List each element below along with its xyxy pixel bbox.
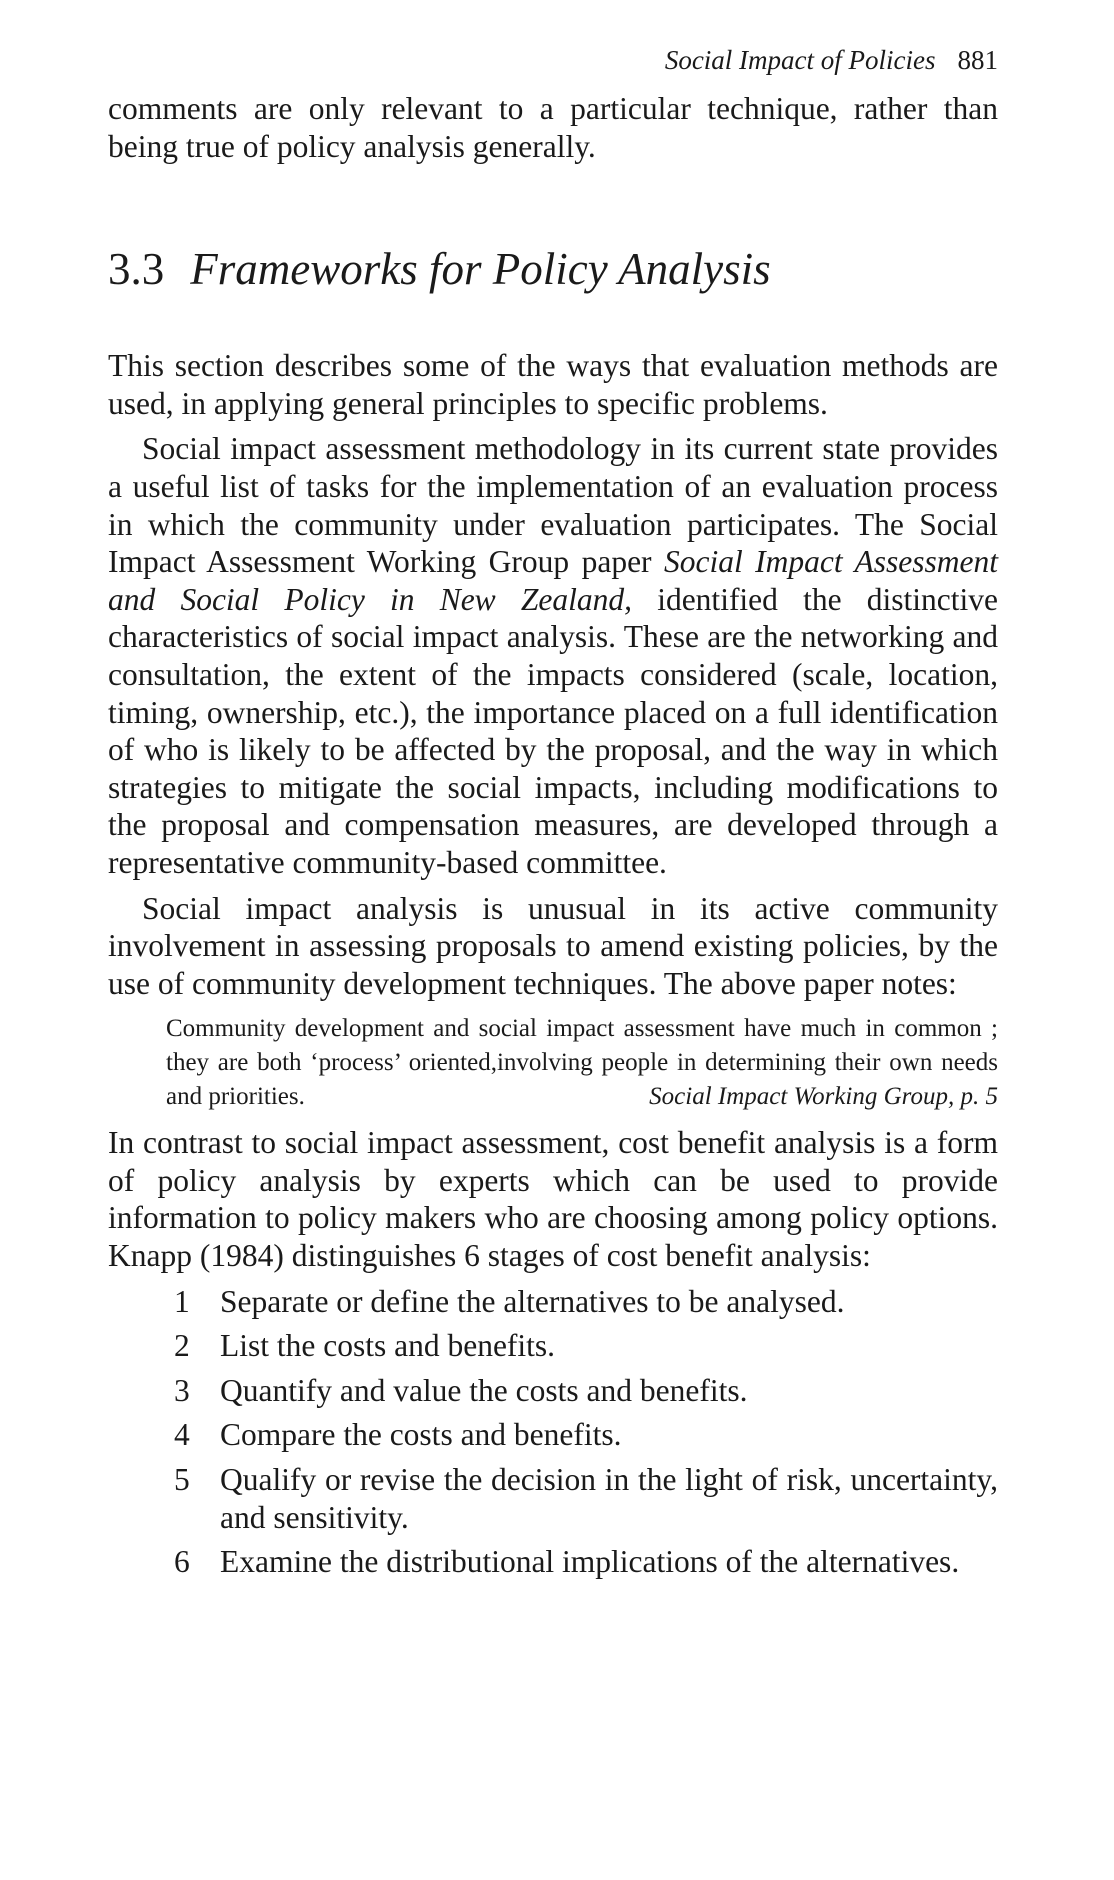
list-item (108, 1416, 998, 1454)
quote-text: Community development and social impact assessment have much in common ; they are both ‘process’ oriented,involving people in determining their own needs and priorities. (166, 1015, 998, 1111)
list-item (108, 1283, 998, 1321)
list-item (108, 1543, 998, 1581)
list-item-number: 5 (174, 1462, 190, 1498)
list-item-number: 1 (174, 1283, 190, 1319)
list-item-text: List the costs and benefits. (220, 1328, 556, 1364)
list-item-text: Compare the costs and benefits. (220, 1417, 622, 1453)
continued-paragraph: comments are only relevant to a particular technique, rather than being true of policy analysis generally. (108, 91, 998, 164)
paragraph-cost-benefit: In contrast to social impact assessment, cost benefit analysis is a form of policy analysis by experts which can be used to provide information to policy makers who are choosing among policy options. Knapp (1984) distinguishes 6 stages of cost benefit analysis: (108, 1125, 998, 1274)
list-item-number: 4 (174, 1417, 190, 1453)
list-item (108, 1461, 998, 1536)
list-item-number: 3 (174, 1372, 190, 1408)
list-item-text: Qualify or revise the decision in the light of risk, uncertainty, and sensitivity. (220, 1462, 998, 1535)
list-item (108, 1327, 998, 1365)
running-head (108, 40, 998, 80)
quote-source: Social Impact Working Group, p. 5 (649, 1083, 998, 1111)
page-number: 881 (957, 45, 998, 75)
list-item-number: 6 (174, 1544, 190, 1580)
paragraph-sia-methodology (108, 430, 998, 881)
running-head-title: Social Impact of Policies (664, 45, 936, 75)
stages-list (108, 1283, 998, 1581)
section-number: 3.3 (108, 244, 165, 295)
list-item (108, 1372, 998, 1410)
book-page (108, 40, 998, 1588)
list-item-text: Quantify and value the costs and benefits. (220, 1372, 748, 1408)
section-heading (108, 243, 998, 295)
paragraph-text: identified the distinctive characteristics of social impact analysis. These are the networking and consultation, the extent of the impacts considered (scale, location, timing, ownership, etc.), the importance placed on a full identification of who is likely to be affected by the proposal, and the way in which strategies to mitigate the social impacts, including modifications to the proposal and compensation measures, are developed through a representative community-based committee. (108, 581, 998, 880)
paragraph-text: Social impact assessment methodology in its current state provides a useful list of tasks for the implementation of an evaluation process in which the community under evaluation participates. The Social Impact Assessment Working Group paper (108, 431, 998, 580)
paper-title: Social Impact Assessment and Social Policy in New Zealand, (108, 544, 999, 617)
paragraph-section-intro: This section describes some of the ways that evaluation methods are used, in applying general principles to specific problems. (108, 348, 998, 421)
block-quote (166, 1012, 998, 1114)
section-title: Frameworks for Policy Analysis (190, 244, 771, 295)
list-item-number: 2 (174, 1328, 190, 1364)
paragraph-community-involvement: Social impact analysis is unusual in its active community involvement in assessing proposals to amend existing policies, by the use of community development techniques. The above paper notes: (108, 890, 998, 1001)
list-item-text: Separate or define the alternatives to be analysed. (220, 1283, 845, 1319)
list-item-text: Examine the distributional implications of the alternatives. (220, 1544, 960, 1580)
